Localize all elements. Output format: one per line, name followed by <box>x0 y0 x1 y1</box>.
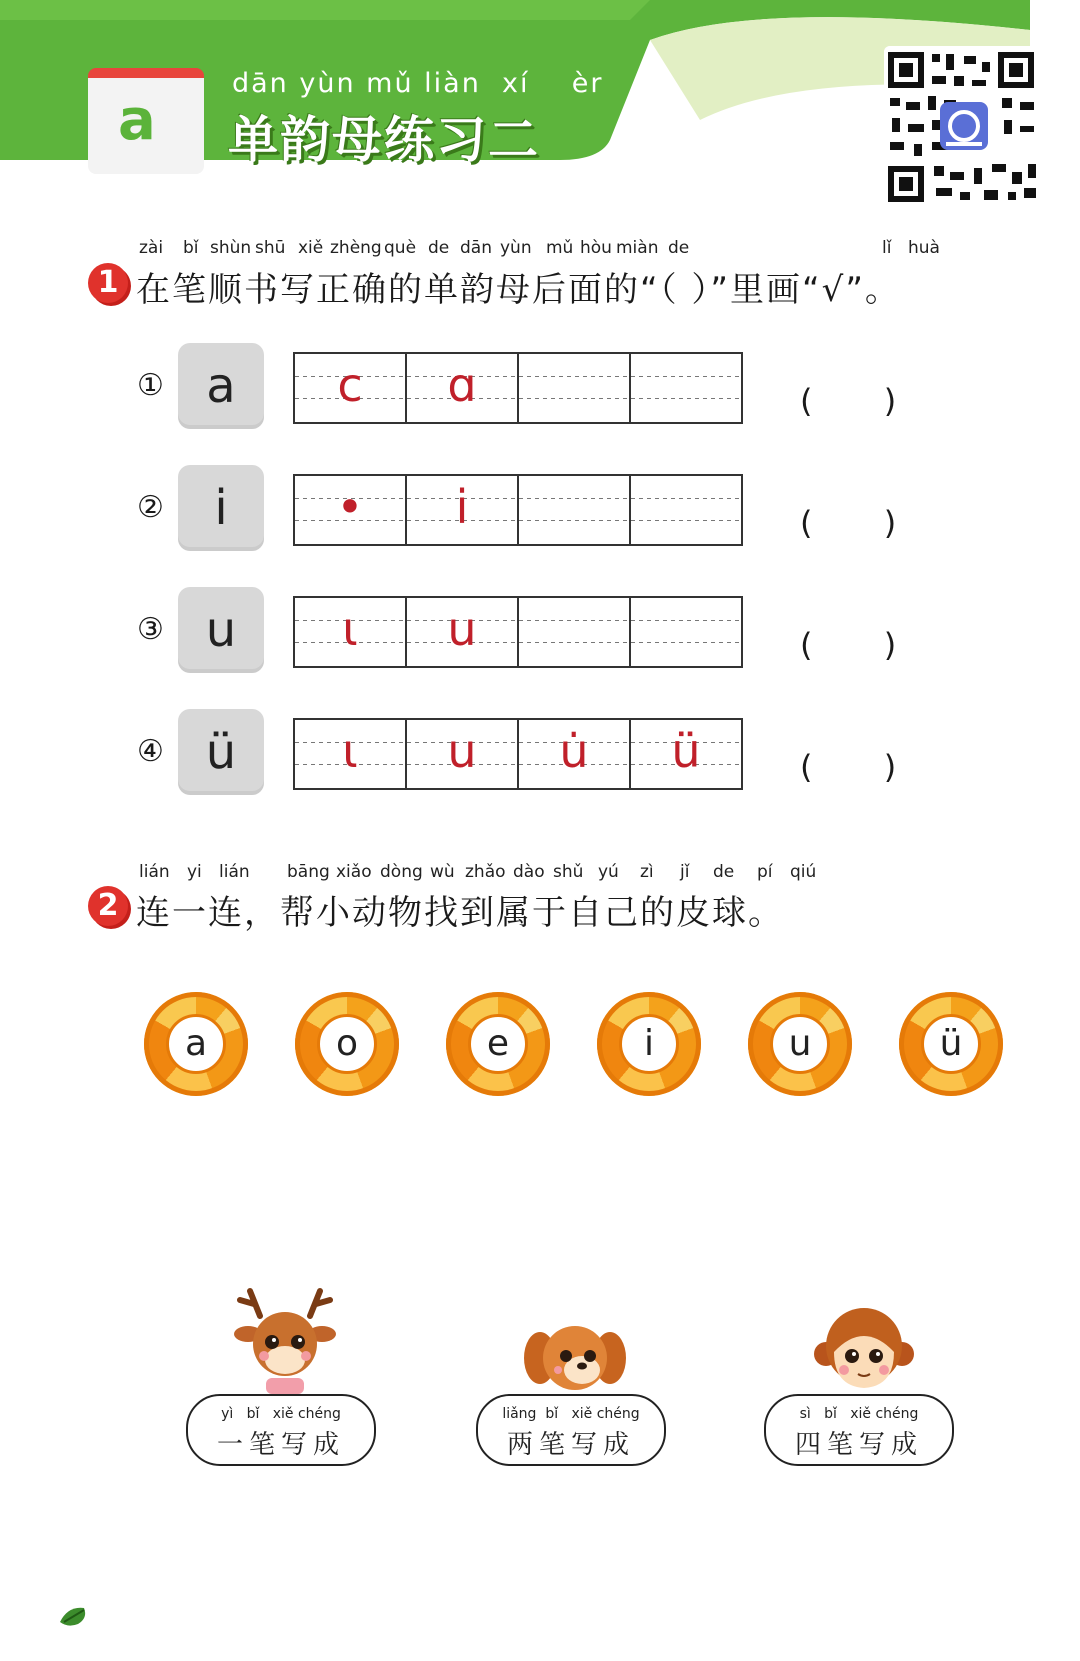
ball-letter: i <box>619 1014 679 1074</box>
question-2-text: 连一连，帮小动物找到属于自己的皮球。 <box>136 893 784 933</box>
deer-label <box>186 1394 376 1466</box>
monkey-icon <box>812 1300 916 1396</box>
dog-label <box>476 1394 666 1466</box>
grid-cell <box>517 720 629 788</box>
leaf-page-icon <box>58 1604 92 1630</box>
letter-card-i: i <box>178 465 264 551</box>
q2-pinyin-9: shǔ <box>553 862 584 882</box>
grid-cell <box>405 598 517 666</box>
ball-u-umlaut[interactable] <box>899 992 1003 1096</box>
ball-o[interactable] <box>295 992 399 1096</box>
q1-pinyin-14: lǐ <box>882 238 892 258</box>
grid-cell <box>405 354 517 422</box>
question-1-number: 1 <box>88 263 128 303</box>
dog-label-text: 两笔写成 <box>506 1430 635 1460</box>
grid-cell <box>295 354 405 422</box>
grid-cell <box>629 476 741 544</box>
stroke-step: ɑ <box>447 358 477 412</box>
grid-cell <box>517 354 629 422</box>
ball-i[interactable] <box>597 992 701 1096</box>
row-marker-4: ④ <box>137 734 164 769</box>
q1-pinyin-13: de <box>668 238 690 258</box>
q2-pinyin-1: yi <box>187 862 202 882</box>
grid-cell <box>405 720 517 788</box>
q2-pinyin-3: bāng <box>287 862 330 882</box>
q1-pinyin-3: shū <box>255 238 286 258</box>
ball-u[interactable] <box>748 992 852 1096</box>
q1-pinyin-8: dān <box>460 238 492 258</box>
page-title: 单韵母练习二 <box>228 111 540 169</box>
deer-label-pinyin: yì bǐ xiě chéng <box>221 1406 341 1422</box>
answer-parens-4[interactable]: ( ) <box>800 748 897 786</box>
q2-pinyin-11: zì <box>640 862 654 882</box>
header-card-letter: a <box>118 88 156 153</box>
q1-pinyin-2: shùn <box>210 238 252 258</box>
q1-pinyin-15: huà <box>908 238 940 258</box>
q1-pinyin-5: zhèng <box>330 238 382 258</box>
ball-letter: a <box>166 1014 226 1074</box>
grid-cell <box>295 598 405 666</box>
answer-parens-1[interactable]: ( ) <box>800 382 897 420</box>
ball-letter: e <box>468 1014 528 1074</box>
q2-pinyin-13: de <box>713 862 735 882</box>
monkey-label-text: 四笔写成 <box>794 1430 923 1460</box>
question-1-text: 在笔顺书写正确的单韵母后面的“（ ）”里画“√”。 <box>136 270 901 310</box>
writing-grid-2 <box>293 474 743 546</box>
q1-pinyin-9: yùn <box>500 238 532 258</box>
row-marker-1: ① <box>137 368 164 403</box>
grid-cell <box>629 354 741 422</box>
q2-pinyin-7: zhǎo <box>465 862 506 882</box>
q1-pinyin-7: de <box>428 238 450 258</box>
ball-letter: ü <box>921 1014 981 1074</box>
stroke-step: ι <box>342 602 358 656</box>
q2-pinyin-12: jǐ <box>680 862 690 882</box>
grid-cell <box>517 476 629 544</box>
stroke-step: u̇ <box>559 724 589 778</box>
deer-label-text: 一笔写成 <box>216 1430 345 1460</box>
letter-card-a: a <box>178 343 264 429</box>
stroke-step: u <box>447 724 477 778</box>
letter-card-u-umlaut: ü <box>178 709 264 795</box>
grid-cell <box>629 598 741 666</box>
q1-pinyin-12: miàn <box>616 238 659 258</box>
stroke-step: u <box>447 602 477 656</box>
monkey-label <box>764 1394 954 1466</box>
grid-cell <box>517 598 629 666</box>
q2-pinyin-4: xiǎo <box>336 862 372 882</box>
stroke-step: • <box>336 480 364 534</box>
q2-pinyin-5: dòng <box>380 862 423 882</box>
answer-parens-2[interactable]: ( ) <box>800 504 897 542</box>
row-marker-3: ③ <box>137 612 164 647</box>
q1-pinyin-1: bǐ <box>183 238 199 258</box>
q1-pinyin-0: zài <box>139 238 164 258</box>
ball-letter: u <box>770 1014 830 1074</box>
grid-cell <box>405 476 517 544</box>
question-2-number: 2 <box>88 886 128 926</box>
q2-pinyin-2: lián <box>219 862 250 882</box>
stroke-step: ι <box>342 724 358 778</box>
q2-pinyin-6: wù <box>430 862 455 882</box>
q1-pinyin-11: hòu <box>580 238 612 258</box>
q1-pinyin-4: xiě <box>298 238 324 258</box>
ball-e[interactable] <box>446 992 550 1096</box>
deer-icon <box>230 1286 340 1396</box>
letter-card-u: u <box>178 587 264 673</box>
dog-label-pinyin: liǎng bǐ xiě chéng <box>502 1406 640 1422</box>
ball-letter: o <box>317 1014 377 1074</box>
q2-pinyin-8: dào <box>513 862 545 882</box>
ball-a[interactable] <box>144 992 248 1096</box>
stroke-step: ü <box>671 724 701 778</box>
writing-grid-3 <box>293 596 743 668</box>
q2-pinyin-0: lián <box>139 862 170 882</box>
q1-pinyin-10: mǔ <box>546 238 574 258</box>
q2-pinyin-10: yú <box>598 862 619 882</box>
stroke-step: c <box>337 358 363 412</box>
q2-pinyin-14: pí <box>757 862 773 882</box>
answer-parens-3[interactable]: ( ) <box>800 626 897 664</box>
writing-grid-1 <box>293 352 743 424</box>
grid-cell <box>629 720 741 788</box>
stroke-step: i <box>455 480 469 534</box>
monkey-label-pinyin: sì bǐ xiě chéng <box>799 1406 919 1422</box>
qr-code[interactable] <box>884 46 1044 212</box>
dog-icon <box>520 1316 630 1396</box>
header-pinyin: dān yùn mǔ liàn xí èr <box>232 68 604 99</box>
writing-grid-4 <box>293 718 743 790</box>
grid-cell <box>295 720 405 788</box>
q1-pinyin-6: què <box>384 238 417 258</box>
grid-cell <box>295 476 405 544</box>
row-marker-2: ② <box>137 490 164 525</box>
q2-pinyin-15: qiú <box>790 862 817 882</box>
